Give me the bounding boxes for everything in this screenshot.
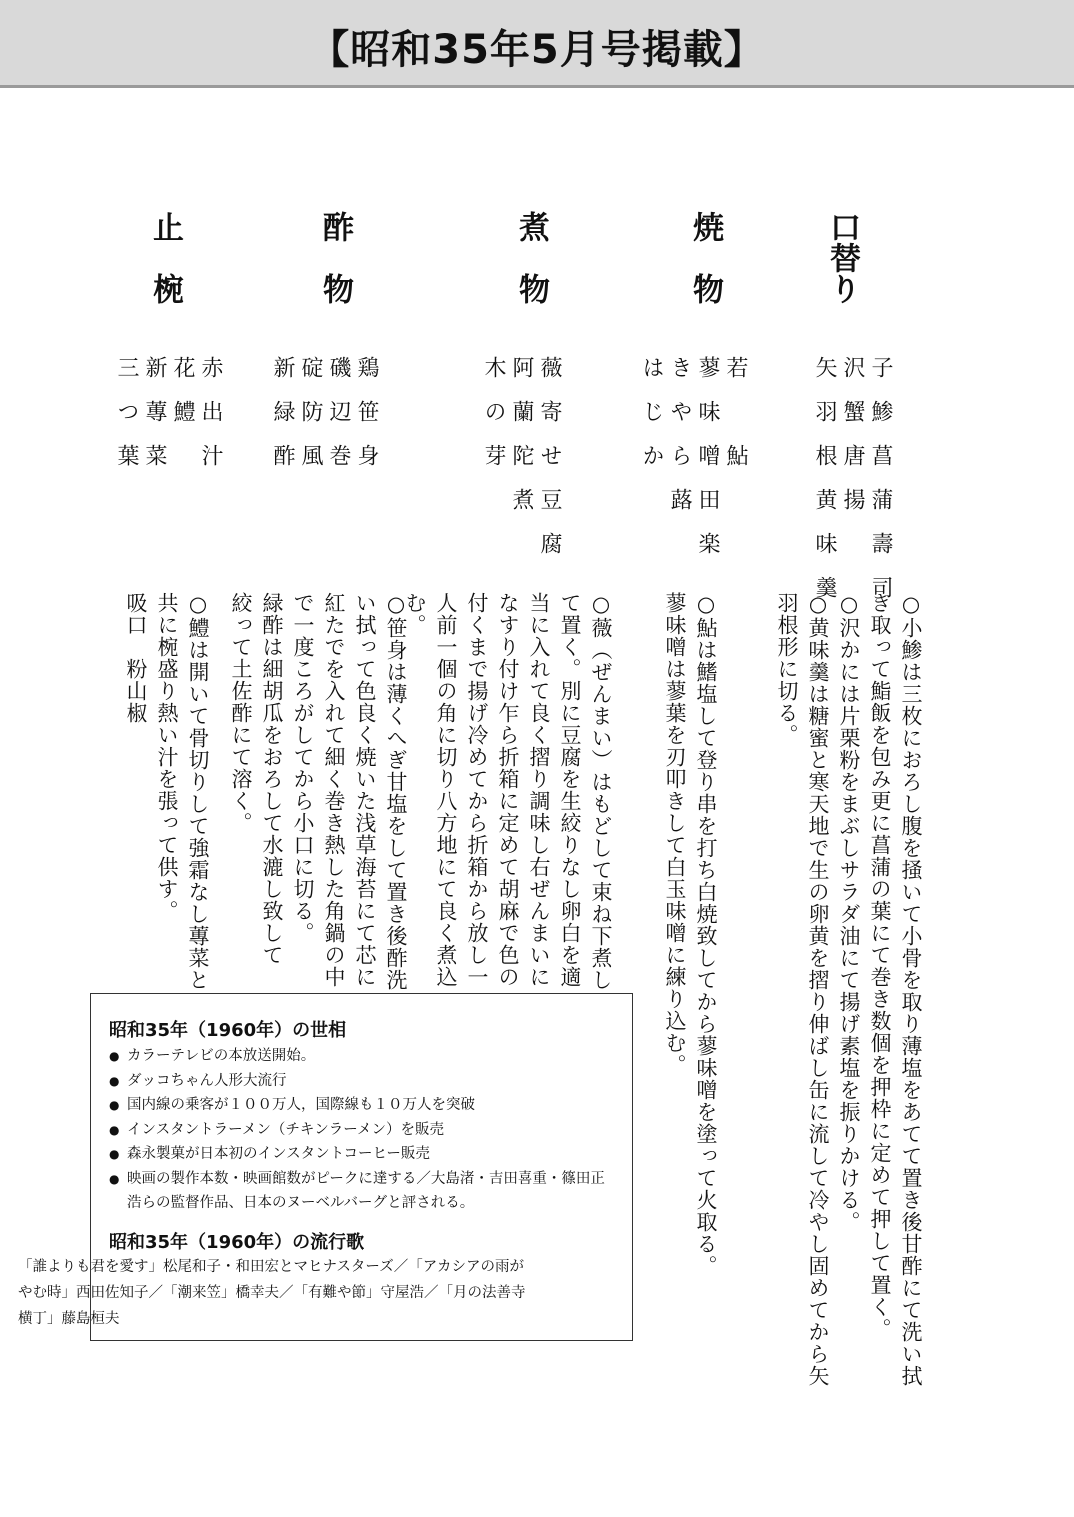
note-line: 蓼味噌は蓼葉を刃叩きして白玉味噌に練り込む。 [663,592,687,1076]
note-line: なすり付け乍ら折箱に定めて胡麻で色の [496,592,520,988]
course-heading-kuchigawari: 口替り [824,211,860,304]
note-line: い拭って色良く焼いた浅草海苔にて芯に [353,592,377,988]
dish-name: 三 つ 葉 [114,356,139,466]
note-line: ○黄味羹は糖蜜と寒天地で生の卵黄を摺り伸ばし缶に流して冷やし固めてから矢 [806,592,830,1387]
note-line: 羽根形に切る。 [775,592,799,746]
dish-name: 阿 蘭 陀 煮 [509,356,534,510]
course-heading-tomewan: 止 椀 [147,211,183,304]
dish-name: 薇 寄 せ 豆 腐 [537,356,562,554]
dish-name: き や ら 蕗 [667,356,692,510]
event-item: ● 映画の製作本数・映画館数がピークに達する／大島渚・吉田喜重・篠田正浩らの監督作品、日本のヌーベルバーグと評される。 [109,1167,607,1216]
dish-name: 子 鯵 菖 蒲 壽 司 [868,356,893,598]
note-line: き取って鮨飯を包み更に菖蒲の葉にて巻き数個を押枠に定めて押して置く。 [868,592,892,1340]
note-sunomono [225,592,411,991]
dish-name: 磯 辺 巻 [326,356,351,466]
course-heading-sunomono: 酢 物 [317,211,353,304]
note-line: ○小鯵は三枚におろし腹を掻いて小骨を取り薄塩をあてて置き後甘酢にて洗い拭 [899,592,923,1387]
note-line: ○笹身は薄くへぎ甘塩をして置き後酢洗 [384,592,408,991]
page-title: 【昭和35年5月号掲載】 [309,27,765,73]
note-line: 緑酢は細胡瓜をおろして水漉し致して [260,592,284,966]
note-line: 付くまで揚げ冷めてから折箱から放し一 [465,592,489,988]
note-line: 紅たでを入れて細く巻き熱した角鍋の中 [322,592,346,988]
dish-name: 新 蓴 菜 [142,356,167,466]
dish-name: 鶏 笹 身 [354,356,379,466]
songs-text: 「誰よりも君を愛す」松尾和子・和田宏とマヒナスターズ／「アカシアの雨がやむ時」西田佐知子／「潮来笠」橋幸夫／「有難や節」守屋浩／「月の法善寺横丁」藤島桓夫 [18,1259,526,1327]
note-line: 吸口 粉山椒 [124,592,148,724]
dish-name: 蓼 味 噌 田 楽 [695,356,720,554]
note-line: ○鱧は開いて骨切りして強霜なし蓴菜と [186,592,210,991]
events-title: 昭和35年（1960年）の世相 [109,1020,347,1041]
event-item: ● インスタントラーメン（チキンラーメン）を販売 [109,1118,607,1143]
event-item: ● カラーテレビの本放送開始。 [109,1044,607,1069]
note-line: 絞って土佐酢にて溶く。 [229,592,253,834]
dish-name: 花 鱧 [170,356,195,422]
dish-name: 若 鮎 [723,356,748,466]
events-list [109,1044,607,1216]
note-line: ○鮎は鰭塩して登り串を打ち白焼致してから蓼味噌を塗って火取る。 [694,592,718,1277]
note-line: 人前一個の角に切り八方地にて良く煮込 [434,592,458,988]
dish-name: 新 緑 酢 [270,356,295,466]
note-line: 共に椀盛り熱い汁を張って供す。 [155,592,179,922]
dish-name: 矢 羽 根 黄 味 羹 [812,356,837,598]
event-item: ● ダッコちゃん人形大流行 [109,1069,607,1094]
course-heading-yakimono: 焼 物 [687,211,723,304]
dish-name: 碇 防 風 [298,356,323,466]
event-item: ● 国内線の乗客が１００万人，国際線も１０万人を突破 [109,1093,607,1118]
note-line: む。 [403,592,427,636]
songs-title: 昭和35年（1960年）の流行歌 [109,1232,365,1253]
note-line: ○薇（ぜんまい）はもどして束ね下煮し [589,592,613,991]
note-line: で一度ころがしてから小口に切る。 [291,592,315,944]
note-kuchigawari-1 [864,592,926,1387]
header-banner [0,0,1074,88]
dish-name: 赤 出 汁 [198,356,223,466]
dish-name: 沢 蟹 唐 揚 [840,356,865,510]
note-tomewan [120,592,213,991]
note-line: ○沢かには片栗粉をまぶしサラダ油にて揚げ素塩を振りかける。 [837,592,861,1233]
note-line: 当に入れて良く摺り調味し右ぜんまいに [527,592,551,988]
note-nimono [399,592,616,991]
note-kuchigawari-3 [771,592,833,1387]
note-kuchigawari-2 [833,592,864,1233]
dish-name: は じ か [639,356,664,466]
note-line: て置く。別に豆腐を生絞りなし卵白を適 [558,592,582,988]
note-yakimono [659,592,721,1277]
dish-name: 木 の 芽 [481,356,506,466]
event-item: ● 森永製菓が日本初のインスタントコーヒー販売 [109,1142,607,1167]
course-heading-nimono: 煮 物 [513,211,549,304]
